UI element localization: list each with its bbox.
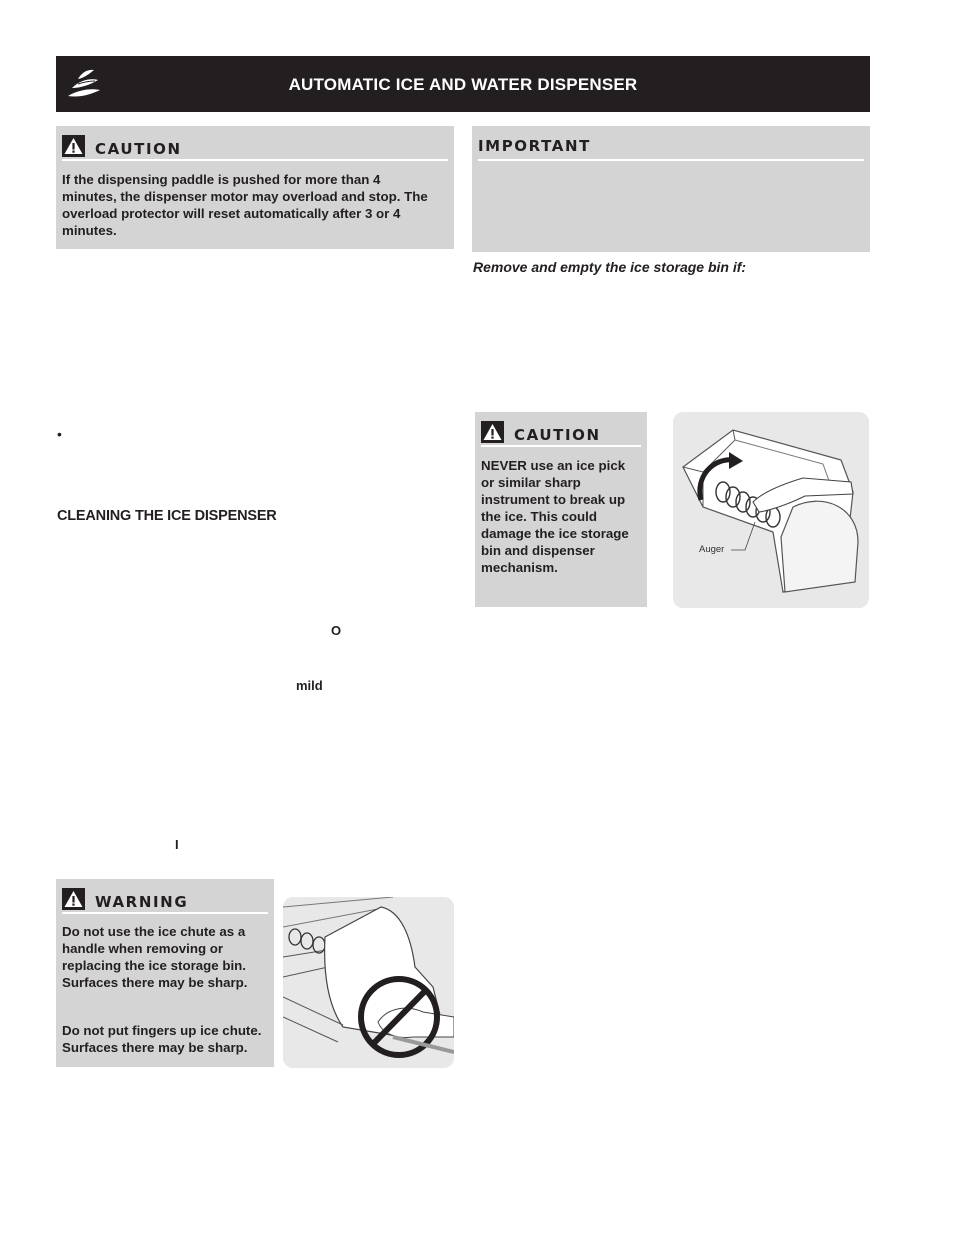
caution-header <box>481 420 641 447</box>
cleaning-heading: CLEANING THE ICE DISPENSER <box>57 508 277 524</box>
warning-text-1: Do not use the ice chute as a handle when removing or replacing the ice storage bin. Surfaces there may be sharp. <box>62 924 248 990</box>
caution-title: CAUTION <box>514 426 601 444</box>
warning-text-2: Do not put fingers up ice chute. Surfaces there may be sharp. <box>62 1023 262 1055</box>
warning-triangle-icon <box>481 421 504 443</box>
remove-bin-heading: Remove and empty the ice storage bin if: <box>473 259 747 275</box>
stray-letter-o: O <box>331 623 342 638</box>
ice-bin-drawing <box>673 412 869 608</box>
auger-label: Auger <box>699 544 725 555</box>
bullet-point: • <box>57 426 62 442</box>
warning-notice <box>56 879 274 1067</box>
caution-title: CAUTION <box>95 140 182 158</box>
stray-word-mild: mild <box>296 678 323 693</box>
stray-letter-i: I <box>175 837 179 852</box>
caution-text: NEVER use an ice pick or similar sharp instrument to break up the ice. This could damage the ice storage bin and dispenser mechanism. <box>481 458 629 575</box>
warning-triangle-icon <box>62 888 85 910</box>
important-notice <box>472 126 870 252</box>
warning-title: WARNING <box>95 893 189 911</box>
caution-notice-bottom <box>475 412 647 607</box>
page-title: AUTOMATIC ICE AND WATER DISPENSER <box>288 75 638 94</box>
ice-chute-drawing <box>283 897 454 1068</box>
caution-text: If the dispensing paddle is pushed for more than 4 minutes, the dispenser motor may overload and stop. The overload protector will reset automatically after 3 or 4 minutes. <box>62 172 428 238</box>
caution-header <box>62 134 448 161</box>
caution-notice-top <box>56 126 454 249</box>
auger-illustration <box>673 412 869 608</box>
warning-header <box>62 887 268 914</box>
warning-triangle-icon <box>62 135 85 157</box>
important-header <box>478 134 864 161</box>
section-header <box>56 56 870 112</box>
important-title: IMPORTANT <box>478 137 591 155</box>
ice-chute-illustration <box>283 897 454 1068</box>
